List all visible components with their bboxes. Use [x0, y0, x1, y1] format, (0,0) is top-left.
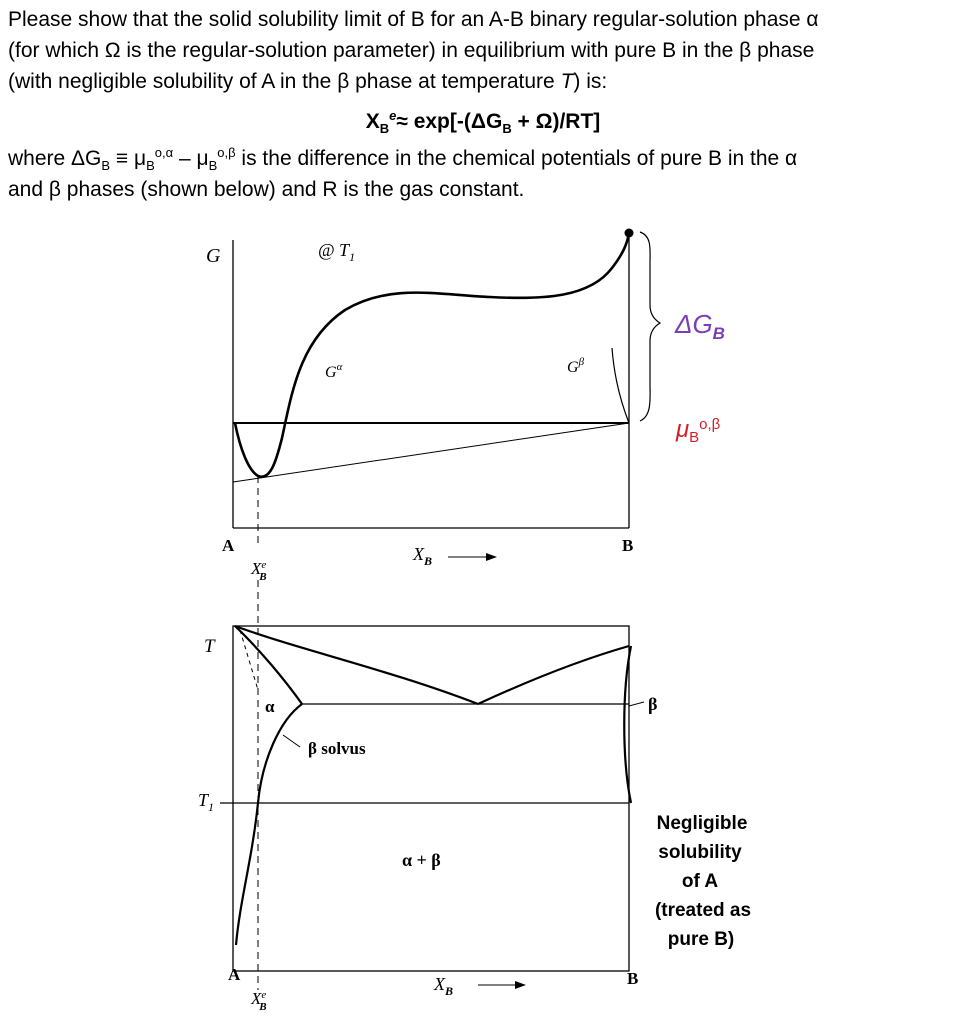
problem-line-3: (with negligible solubility of A in the β phase at temperature T) is: [8, 70, 608, 93]
problem-line-5: where $\Delta G_B \equiv \mu_B^{o,\alpha} - \mu_B^{o,\beta}$ is the difference in the chemical potentials of pure B in the α [8, 145, 798, 174]
top-y-axis-label: G [206, 245, 221, 267]
note-line-2: solubility [658, 842, 742, 863]
note-line-3: of A [681, 871, 719, 892]
beta-phase-label: β [648, 694, 658, 714]
bottom-x-arrow-head [515, 981, 526, 989]
t1-label: $T_1$ [198, 790, 215, 814]
beta-phase-boundary [624, 646, 631, 803]
problem-line-2: (for which Ω is the regular-solution parameter) in equilibrium with pure B in the β phase [8, 39, 815, 62]
pure-b-alpha-point [625, 229, 633, 237]
bottom-xe-label: Xe B [251, 989, 267, 1013]
mu-b-beta-label: $\mu_B^{o,\beta}$ [676, 416, 721, 446]
top-x-axis-label: $X_B$ [413, 544, 433, 568]
note-line-4: (treated as [654, 900, 752, 921]
note-line-1: Negligible [656, 813, 748, 834]
beta-leader [629, 702, 644, 706]
bottom-y-axis-label: T [204, 636, 215, 657]
top-xe-label: Xe B [251, 559, 267, 583]
two-phase-label: α + β [402, 850, 441, 870]
note-line-5: pure B) [667, 929, 735, 950]
beta-solvus-label: β solvus [308, 739, 366, 758]
beta-solvus-curve [236, 704, 302, 945]
bottom-right-end-label: B [627, 969, 639, 988]
bottom-left-end-label: A [228, 965, 241, 984]
gibbs-labels [206, 240, 725, 583]
g-alpha-label: $G^\alpha$ [325, 361, 343, 381]
delta-g-brace [640, 232, 660, 421]
temperature-label: @ $T_1$ [318, 240, 356, 264]
top-left-end-label: A [222, 536, 235, 555]
top-x-arrow-head [486, 553, 497, 561]
top-right-end-label: B [622, 536, 634, 555]
bottom-x-axis-label: $X_B$ [434, 974, 454, 998]
problem-line-1: Please show that the solid solubility limit of B for an A-B binary regular-solution phase α [8, 8, 819, 31]
g-alpha-curve [235, 233, 629, 477]
phase-diagram-labels [198, 636, 751, 1013]
solvus-leader [283, 735, 300, 747]
alpha-region-label: α [265, 697, 275, 716]
solubility-equation: $X_B^e\approx \exp[-(\Delta G_B + \Omega)/RT]$ [365, 108, 601, 137]
common-tangent-line [233, 423, 629, 482]
delta-g-label: $\Delta G_B$ [675, 309, 725, 343]
g-beta-label: $G^\beta$ [567, 356, 585, 376]
phase-diagram-plot [220, 580, 644, 990]
gibbs-energy-plot [233, 229, 660, 561]
problem-line-6: and β phases (shown below) and R is the gas constant. [8, 178, 525, 201]
negligible-solubility-note [655, 813, 751, 950]
phase-diagram-frame [233, 626, 629, 971]
liquidus-right [478, 646, 629, 704]
g-beta-curve [612, 348, 629, 423]
